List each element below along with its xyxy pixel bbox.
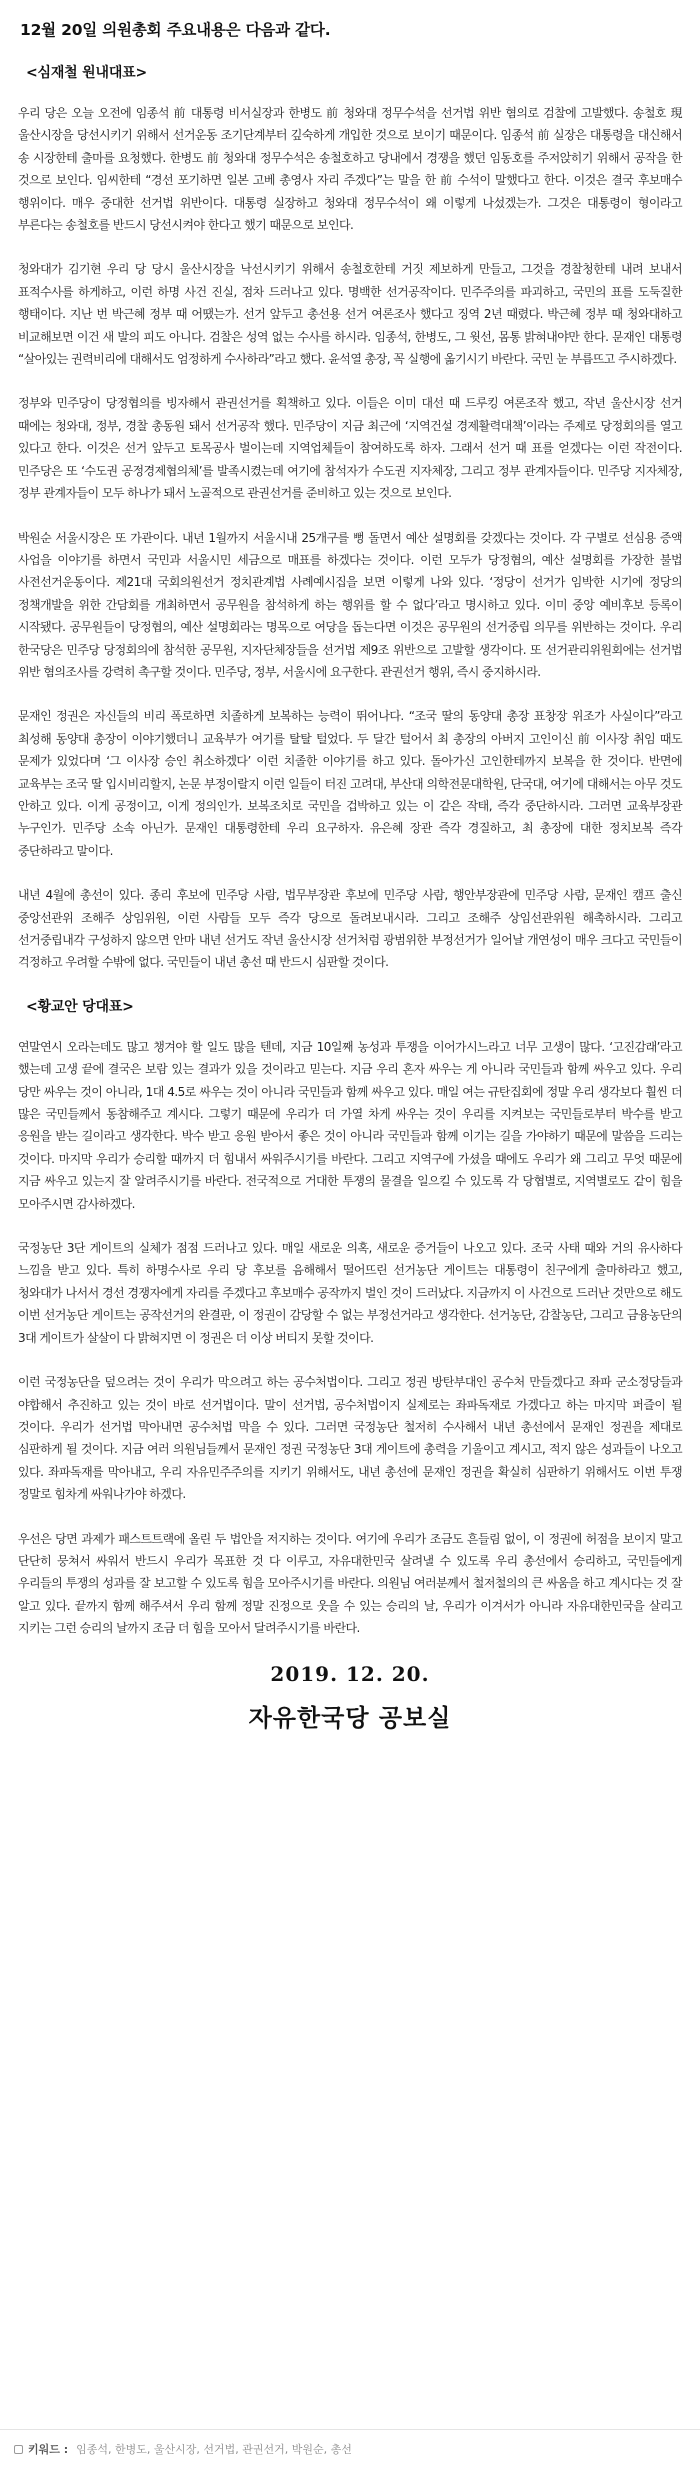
section-heading: <황교안 당대표> — [26, 998, 134, 1015]
section-hwang-kyo-ahn — [18, 996, 682, 1640]
paragraph: 이런 국정농단을 덮으려는 것이 우리가 막으려고 하는 공수처법이다. 그리고 정권 방탄부대인 공수처 만들겠다고 좌파 군소정당들과 야합해서 추진하고 있는 것이 바로 선거법이다. 말이 선거법, 공수처법이지 실제로는 좌파독재로 가겠다고 하는 마지막 퍼즐이 될 것이다. 우리가 선거법 막아내면 공수처법 막을 수 있다. 그러면 국정농단 철저히 수사해서 내년 총선에서 문재인 정권을 제대로 심판하게 될 것이다. 지금 여러 의원님들께서 문재인 정권 국정농단 3대 게이트에 총력을 기울이고 계시고, 적지 않은 성과들이 나오고 있다. 좌파독재를 막아내고, 우리 자유민주주의를 지키기 위해서도, 내년 총선에 문재인 정권을 확실히 심판하기 위해서도 이번 투쟁 정말로 힘차게 싸워나가야 하겠다. — [18, 1375, 682, 1502]
keyword-list[interactable]: 임종석, 한병도, 울산시장, 선거법, 관권선거, 박원순, 총선 — [76, 2443, 352, 2456]
section-shim-jae-cheol — [18, 62, 682, 974]
paragraph: 청와대가 김기현 우리 당 당시 울산시장을 낙선시키기 위해서 송철호한테 거짓 제보하게 만들고, 그것을 경찰청한테 내려 보내서 표적수사를 하게하고, 이런 하명 사건 진실, 점차 드러나고 있다. 명백한 선거공작이다. 민주주의를 파괴하고, 국민의 표를 도둑질한 행태이다. 지난 번 박근혜 정부 때 어땠는가. 선거 앞두고 총선용 선거 여론조사 했다고 징역 2년 때렸다. 박근혜 정부 때 청와대하고 비교해보면 이건 새 발의 피도 아니다. 검찰은 성역 없는 수사를 하시라. 임종석, 한병도, 그 윗선, 몸통 밝혀내야만 한다. 문재인 대통령 “살아있는 권력비리에 대해서도 엄정하게 수사하라”라고 했다. 윤석열 총장, 꼭 실행에 옮기시기 바란다. 국민 눈 부릅뜨고 주시하겠다. — [18, 262, 682, 367]
issuing-office: 자유한국당 공보실 — [248, 1703, 452, 1732]
release-date: 2019. 12. 20. — [270, 1661, 430, 1686]
paragraph: 우선은 당면 과제가 패스트트랙에 올린 두 법안을 저지하는 것이다. 여기에 우리가 조금도 흔들림 없이, 이 정권에 허점을 보이지 말고 단단히 뭉쳐서 싸워서 반드시 우리가 목표한 것 다 이루고, 자유대한민국 살려낼 수 있도록 우리 총선에서 승리하고, 국민들에게 우리들의 투쟁의 성과를 잘 보고할 수 있도록 힘을 모아주시기를 바란다. 의원님 여러분께서 철저철의의 큰 싸움을 하고 계시다는 것 잘 알고 있다. 끝까지 함께 해주셔서 우리 함께 정말 진정으로 웃을 수 있는 승리의 날, 우리가 이겨서가 아니라 자유대한민국을 살리고 지키는 그런 승리의 날까지 조금 더 힘을 모아서 달려주시기를 바란다. — [18, 1531, 682, 1636]
paragraph: 국정농단 3단 게이트의 실체가 점점 드러나고 있다. 매일 새로운 의혹, 새로운 증거들이 나오고 있다. 조국 사태 때와 거의 유사하다 느낌을 받고 있다. 특히 하명수사로 우리 당 후보를 음해해서 떨어뜨린 선거농단 게이트는 대통령이 친구에게 출마하라고 했고, 청와대가 나서서 경선 경쟁자에게 자리를 주겠다고 후보매수 공작까지 벌인 것이 드러났다. 지금까지 이 사건으로 드러난 것만으로 해도 이번 선거농단 게이트는 공작선거의 완결판, 이 정권이 감당할 수 없는 부정선거라고 생각한다. 선거농단, 감찰농단, 그리고 금융농단의 3대 게이트가 살살이 다 밝혀지면 이 정권은 더 이상 버티지 못할 것이다. — [18, 1241, 682, 1345]
keyword-label: 키워드 : — [28, 2443, 69, 2456]
paragraph: 내년 4월에 총선이 있다. 종리 후보에 민주당 사람, 법무부장관 후보에 민주당 사람, 행안부장관에 민주당 사람, 문재인 캠프 출신 중앙선관위 조해주 상임위원, 이런 사람들 모두 즉각 당으로 돌려보내시라. 그리고 조해주 상임선관위원 해촉하시라. 그리고 선거중립내각 구성하지 않으면 안마 내년 선거도 작년 울산시장 선거처럼 광범위한 부정선거가 일어날 개연성이 매우 크다고 국민들이 걱정하고 우려할 수밖에 없다. 국민들이 내년 총선 때 반드시 심판할 것이다. — [18, 888, 682, 970]
paragraph: 문재인 정권은 자신들의 비리 폭로하면 치졸하게 보복하는 능력이 뛰어나다. “조국 딸의 동양대 총장 표창장 위조가 사실이다”라고 최성해 동양대 총장이 이야기했더니 교육부가 여기를 탈탈 털었다. 두 달간 털어서 최 총장의 아버지 고인이신 前 이사장 취임 때도 문제가 있었다며 ‘그 이사장 승인 취소하겠다’ 이런 치졸한 이야기를 하고 있다. 돌아가신 고인한테까지 보복을 한 것이다. 반면에 교육부는 조국 딸 입시비리할지, 논문 부정이랄지 이런 일들이 터진 고려대, 부산대 의학전문대학원, 단국대, 여기에 대해서는 아무 것도 안하고 있다. 이게 공정이고, 이게 정의인가. 보복조치로 국민을 겁박하고 있는 이 같은 작태, 즉각 중단하시라. 그러면 교육부장관 누구인가. 민주당 소속 아닌가. 문재인 대통령한테 우리 요구하자. 유은혜 장관 즉각 경질하고, 최 총장에 대한 정치보복 즉각 중단하라고 말이다. — [18, 709, 682, 858]
paragraph: 정부와 민주당이 당정협의를 빙자해서 관권선거를 획책하고 있다. 이들은 이미 대선 때 드루킹 여론조작 했고, 작년 울산시장 선거 때에는 청와대, 정부, 경찰 총동원 돼서 선거공작 했다. 민주당이 지금 최근에 ‘지역건설 경제활력대책’이라는 주제로 당정회의를 열고 있다고 한다. 이것은 선거 앞두고 토목공사 벌이는데 지역업체들이 참여하도록 하자. 그래서 선거 때 표를 얻겠다는 이런 작전이다. 민주당은 또 ‘수도권 공정경제협의체’를 발족시켰는데 여기에 참석자가 수도권 지자체장, 그리고 정부 관계자들이다. 민주당 지자체장, 정부 관계자들이 모두 하나가 돼서 노골적으로 관권선거를 준비하고 있는 것으로 보인다. — [18, 396, 682, 501]
paragraph: 연말연시 오라는데도 많고 챙겨야 할 일도 많을 텐데, 지금 10일째 농성과 투쟁을 이어가시느라고 너무 고생이 많다. ‘고진감래’라고 했는데 고생 끝에 결국은 보람 있는 결과가 있을 것이라고 믿는다. 지금 우리 혼자 싸우는 게 아니라 국민들과 함께 싸우고 있다. 우리 당만 싸우는 것이 아니라, 1대 4.5로 싸우는 것이 아니라 국민들과 함께 싸우고 있다. 매일 여는 규탄집회에 정말 우리 생각보다 훨씬 더 많은 국민들께서 동참해주고 계시다. 그렇기 때문에 우리가 더 가열 차게 싸우는 것이 우리를 지켜보는 국민들로부터 박수를 받고 응원을 받는 길이라고 생각한다. 박수 받고 응원 받아서 좋은 것이 아니라 국민들과 함께 이기는 길을 가야하기 때문에 말씀을 드리는 것이다. 마지막 우리가 승리할 때까지 더 힘내서 싸워주시기를 바란다. 그리고 지역구에 가셨을 때에도 우리가 왜 그리고 무엇 때문에 지금 싸우고 있는지 잘 알려주시기를 바란다. 전국적으로 거대한 투쟁의 물결을 일으킬 수 있도록 각 당협별로, 지역별로도 같이 힘을 모아주시면 감사하겠다. — [18, 1039, 682, 1211]
keyword-bar — [0, 2429, 700, 2468]
keyword-icon — [14, 2445, 23, 2454]
paragraph: 박원순 서울시장은 또 가관이다. 내년 1월까지 서울시내 25개구를 뻥 돌면서 예산 설명회를 갖겠다는 것이다. 각 구별로 선심용 증액 사업을 이야기를 하면서 국민과 서울시민 세금으로 매표를 하겠다는 것이다. 이런 모두가 당정협의, 예산 설명회를 가장한 불법 사전선거운동이다. 제21대 국회의원선거 정치관계법 사례예시집을 보면 이렇게 나와 있다. ‘정당이 선거가 임박한 시기에 정당의 정책개발을 위한 간담회를 개최하면서 공무원을 참석하게 하는 행위를 할 수 없다’라고 명시하고 있다. 이미 중앙 예비후보 등록이 시작됐다. 공무원들이 당정협의, 예산 설명회라는 명목으로 여당을 돕는다면 이것은 공무원의 선거중립 의무를 위반하는 것이다. 우리 한국당은 민주당 당정회의에 참석한 공무원, 지자단체장들을 선거법 제9조 위반으로 고발할 생각이다. 또 선거관리위원회에는 선거법 위반 혐의조사를 강력히 촉구할 것이다. 민주당, 정부, 서울시에 요구한다. 관권선거 행위, 즉시 중지하시라. — [18, 530, 682, 679]
section-heading: <심재철 원내대표> — [26, 65, 148, 81]
intro-line: 12월 20일 의원총회 주요내용은 다음과 같다. — [20, 21, 331, 39]
paragraph: 우리 당은 오늘 오전에 임종석 前 대통령 비서실장과 한병도 前 청와대 정무수석을 선거법 위반 혐의로 검찰에 고발했다. 송철호 現 울산시장을 당선시키기 위해서 선거운동 조기단계부터 깊숙하게 개입한 것으로 보이기 때문이다. 임종석 前 실장은 대통령을 대신해서 송 시장한테 출마를 요청했다. 한병도 前 청와대 정무수석은 송철호하고 당내에서 경쟁을 했던 임동호를 주저앉히기 위해서 공작을 한 것으로 보인다. 임씨한테 “경선 포기하면 일본 고베 총영사 자리 주겠다”는 말을 한 前 수석이 말했다고 한다. 이것은 결국 후보매수 행위이다. 매우 중대한 선거법 위반이다. 대통령 실장하고 청와대 정무수석이 왜 이렇게 나섰겠는가. 그것은 대통령이 형이라고 부른다는 송철호를 반드시 당선시켜야 한다고 했기 때문으로 보인다. — [18, 106, 682, 233]
footer — [18, 1662, 682, 1733]
